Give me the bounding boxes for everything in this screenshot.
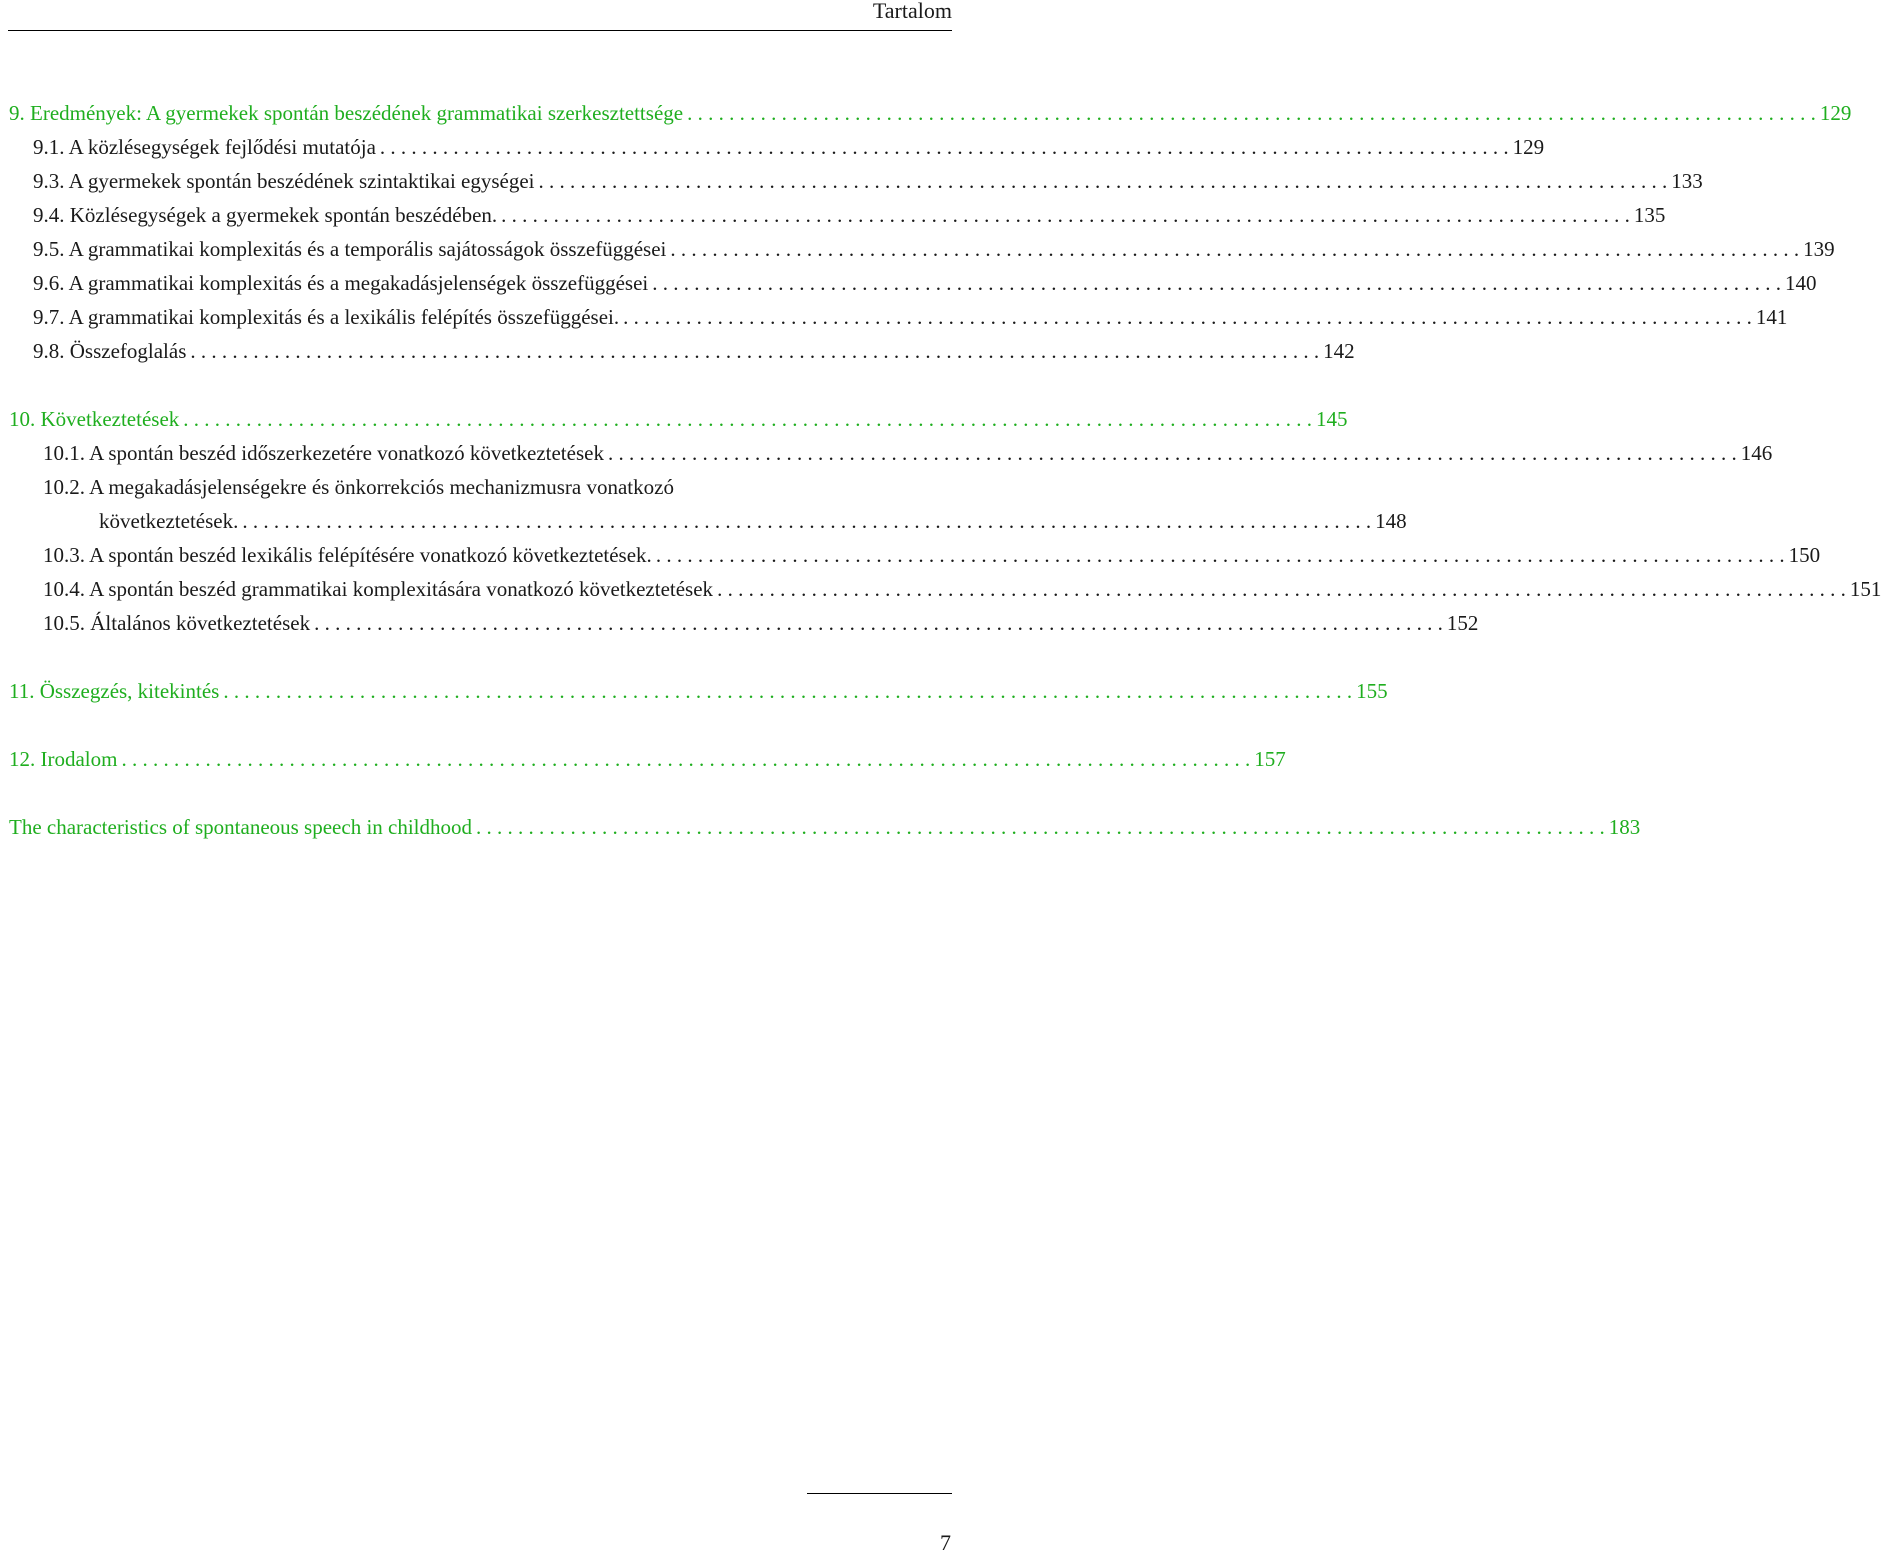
toc-section-9-7[interactable] (9, 300, 1788, 334)
toc-chapter-11[interactable] (9, 674, 1388, 708)
toc-leader-dots (656, 538, 1785, 572)
toc-section-10-1[interactable] (9, 436, 1773, 470)
toc-label: 10. Következtetések (9, 407, 180, 431)
toc-leader-dots (670, 232, 1799, 266)
toc-chapter-9[interactable] (9, 96, 1852, 130)
toc-page-number: 129 (1512, 135, 1545, 159)
toc-leader-dots (687, 96, 1816, 130)
toc-page-number: 133 (1671, 169, 1703, 193)
toc-page-number: 150 (1788, 543, 1821, 567)
toc-label: 9. Eredmények: A gyermekek spontán beszédének grammatikai szerkesztettsége (9, 101, 684, 125)
toc-label: 12. Irodalom (9, 747, 118, 771)
toc-chapter-10[interactable] (9, 402, 1348, 436)
toc-leader-dots (190, 334, 1319, 368)
toc-section-10-3[interactable] (9, 538, 1821, 572)
toc-label: The characteristics of spontaneous speech in childhood (9, 815, 473, 839)
toc-label: 10.5. Általános következtetések (43, 611, 311, 635)
toc-leader-dots (476, 810, 1605, 844)
toc-page-number: 155 (1356, 679, 1388, 703)
toc-section-9-8[interactable] (9, 334, 1355, 368)
toc-label: 10.1. A spontán beszéd időszerkezetére vonatkozó következtetések (43, 441, 604, 465)
toc-label: 9.5. A grammatikai komplexitás és a temporális sajátosságok összefüggései (33, 237, 667, 261)
toc-english-summary[interactable] (9, 810, 1641, 844)
toc-section-10-4[interactable] (9, 572, 1881, 606)
toc-chapter-12[interactable] (9, 742, 1286, 776)
toc-leader-dots (608, 436, 1737, 470)
toc-label: 9.6. A grammatikai komplexitás és a megakadásjelenségek összefüggései (33, 271, 649, 295)
toc-label: következtetések. (99, 509, 239, 533)
toc-page-number: 152 (1446, 611, 1479, 635)
toc-section-10-2-first-line[interactable]: 10.2. A megakadásjelenségekre és önkorrekciós mechanizmusra vonatkozó (43, 475, 674, 499)
toc-page-number: 141 (1755, 305, 1788, 329)
toc-label: 9.1. A közlésegységek fejlődési mutatója (33, 135, 376, 159)
toc-label: 9.4. Közlésegységek a gyermekek spontán beszédében. (33, 203, 498, 227)
toc-label: 9.8. Összefoglalás (33, 339, 187, 363)
toc-leader-dots (623, 300, 1752, 334)
toc-section-9-1[interactable] (9, 130, 1545, 164)
toc-leader-dots (183, 402, 1312, 436)
toc-page-number: 139 (1803, 237, 1835, 261)
toc-page-number: 183 (1608, 815, 1641, 839)
toc-page-number: 151 (1849, 577, 1881, 601)
toc-leader-dots (539, 164, 1668, 198)
toc-page-number: 157 (1254, 747, 1286, 771)
toc-section-9-3[interactable] (9, 164, 1703, 198)
toc-leader-dots (501, 198, 1630, 232)
toc-page-number: 129 (1819, 101, 1852, 125)
toc-section-9-6[interactable] (9, 266, 1817, 300)
toc-page-number: 145 (1316, 407, 1348, 431)
toc-label: 11. Összegzés, kitekintés (9, 679, 220, 703)
toc-leader-dots (717, 572, 1846, 606)
toc-leader-dots (223, 674, 1352, 708)
toc-spacer (9, 640, 951, 674)
toc-spacer (9, 708, 951, 742)
toc-section-9-4[interactable] (9, 198, 1666, 232)
toc-page-number: 148 (1375, 509, 1407, 533)
table-of-contents (9, 96, 1881, 844)
toc-leader-dots (652, 266, 1781, 300)
toc-leader-dots (380, 130, 1509, 164)
toc-section-10-5[interactable] (9, 606, 1479, 640)
toc-leader-dots (242, 504, 1371, 538)
toc-spacer (9, 776, 951, 810)
toc-leader-dots (121, 742, 1250, 776)
toc-label: 10.4. A spontán beszéd grammatikai komplexitására vonatkozó következtetések (43, 577, 714, 601)
footer-rule (807, 1493, 952, 1494)
toc-leader-dots (314, 606, 1443, 640)
toc-page-number: 142 (1323, 339, 1355, 363)
toc-page-number: 146 (1740, 441, 1773, 465)
running-header-title: Tartalom (872, 0, 952, 23)
toc-page-number: 140 (1784, 271, 1817, 295)
page-number: 7 (940, 1530, 951, 1555)
toc-section-10-2[interactable] (9, 504, 1407, 538)
toc-spacer (9, 368, 951, 402)
header-rule (8, 30, 952, 31)
toc-section-9-5[interactable] (9, 232, 1835, 266)
toc-label: 9.3. A gyermekek spontán beszédének szintaktikai egységei (33, 169, 535, 193)
toc-page-number: 135 (1633, 203, 1666, 227)
toc-label: 10.3. A spontán beszéd lexikális felépítésére vonatkozó következtetések. (43, 543, 652, 567)
toc-label: 9.7. A grammatikai komplexitás és a lexikális felépítés összefüggései. (33, 305, 620, 329)
